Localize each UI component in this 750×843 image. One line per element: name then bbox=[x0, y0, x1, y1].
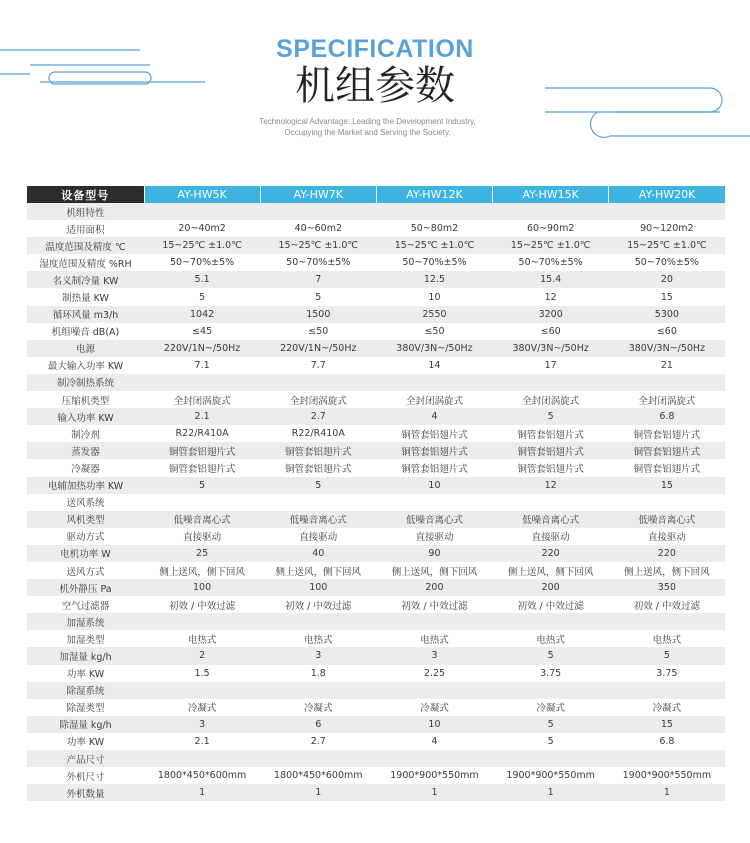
table-cell: 5 bbox=[493, 647, 609, 664]
table-row bbox=[27, 562, 725, 579]
table-cell: 15~25℃ ±1.0℃ bbox=[376, 237, 492, 254]
table-cell bbox=[609, 682, 725, 699]
table-cell bbox=[144, 613, 260, 630]
table-row bbox=[27, 784, 725, 801]
section-label: 机组特性 bbox=[27, 203, 144, 220]
row-label: 输入功率 KW bbox=[27, 408, 144, 425]
table-cell: 初效 / 中效过滤 bbox=[609, 596, 725, 613]
row-label: 制冷剂 bbox=[27, 425, 144, 442]
table-cell: 2.1 bbox=[144, 408, 260, 425]
table-cell bbox=[493, 750, 609, 767]
table-cell bbox=[260, 682, 376, 699]
table-cell: 220V/1N~/50Hz bbox=[144, 340, 260, 357]
row-label: 加湿类型 bbox=[27, 630, 144, 647]
table-cell: 50~70%±5% bbox=[609, 254, 725, 271]
table-row bbox=[27, 220, 725, 237]
table-cell: 1500 bbox=[260, 306, 376, 323]
table-row bbox=[27, 647, 725, 664]
table-cell bbox=[144, 374, 260, 391]
table-row bbox=[27, 477, 725, 494]
table-cell: 200 bbox=[493, 579, 609, 596]
table-cell: 15 bbox=[609, 288, 725, 305]
section-label: 送风系统 bbox=[27, 494, 144, 511]
row-label: 外机数量 bbox=[27, 784, 144, 801]
table-cell: 50~70%±5% bbox=[493, 254, 609, 271]
table-cell: 14 bbox=[376, 357, 492, 374]
table-cell: ≤60 bbox=[609, 323, 725, 340]
table-cell bbox=[493, 374, 609, 391]
section-row bbox=[27, 494, 725, 511]
table-cell: 350 bbox=[609, 579, 725, 596]
table-cell: 2.25 bbox=[376, 665, 492, 682]
table-cell: 铜管套铝翅片式 bbox=[493, 425, 609, 442]
table-cell: 1800*450*600mm bbox=[260, 767, 376, 784]
table-cell: 铜管套铝翅片式 bbox=[609, 459, 725, 476]
table-cell bbox=[260, 374, 376, 391]
table-cell: 1 bbox=[260, 784, 376, 801]
row-label: 电源 bbox=[27, 340, 144, 357]
table-cell: 3 bbox=[144, 716, 260, 733]
table-cell: 铜管套铝翅片式 bbox=[376, 459, 492, 476]
table-cell: 初效 / 中效过滤 bbox=[376, 596, 492, 613]
table-row bbox=[27, 528, 725, 545]
row-label: 冷凝器 bbox=[27, 459, 144, 476]
table-row bbox=[27, 716, 725, 733]
table-cell: 220 bbox=[493, 545, 609, 562]
row-label: 适用面积 bbox=[27, 220, 144, 237]
table-cell: 铜管套铝翅片式 bbox=[260, 442, 376, 459]
table-cell: 电热式 bbox=[609, 630, 725, 647]
row-label: 蒸发器 bbox=[27, 442, 144, 459]
row-label: 加湿量 kg/h bbox=[27, 647, 144, 664]
row-label: 驱动方式 bbox=[27, 528, 144, 545]
table-cell: 15.4 bbox=[493, 271, 609, 288]
table-row bbox=[27, 391, 725, 408]
table-cell bbox=[493, 613, 609, 630]
table-row bbox=[27, 271, 725, 288]
table-cell: 铜管套铝翅片式 bbox=[609, 442, 725, 459]
table-cell: 侧上送风，侧下回风 bbox=[376, 562, 492, 579]
table-cell: 12.5 bbox=[376, 271, 492, 288]
table-cell: 2.7 bbox=[260, 733, 376, 750]
row-label: 风机类型 bbox=[27, 511, 144, 528]
table-row bbox=[27, 596, 725, 613]
row-label: 除湿量 kg/h bbox=[27, 716, 144, 733]
table-cell: 3200 bbox=[493, 306, 609, 323]
table-cell bbox=[493, 494, 609, 511]
table-row bbox=[27, 306, 725, 323]
table-cell: R22/R410A bbox=[260, 425, 376, 442]
table-cell: 10 bbox=[376, 716, 492, 733]
table-cell bbox=[376, 203, 492, 220]
table-cell: 铜管套铝翅片式 bbox=[493, 459, 609, 476]
table-cell: 全封闭涡旋式 bbox=[493, 391, 609, 408]
table-cell: 50~80m2 bbox=[376, 220, 492, 237]
table-cell: 全封闭涡旋式 bbox=[260, 391, 376, 408]
table-cell: 10 bbox=[376, 288, 492, 305]
table-cell: 200 bbox=[376, 579, 492, 596]
table-cell: 15~25℃ ±1.0℃ bbox=[144, 237, 260, 254]
table-cell: 2 bbox=[144, 647, 260, 664]
table-cell: 12 bbox=[493, 288, 609, 305]
table-cell: 15~25℃ ±1.0℃ bbox=[493, 237, 609, 254]
table-cell bbox=[144, 203, 260, 220]
table-cell: 6.8 bbox=[609, 733, 725, 750]
row-label: 除湿类型 bbox=[27, 699, 144, 716]
table-cell: 90~120m2 bbox=[609, 220, 725, 237]
table-cell: 2550 bbox=[376, 306, 492, 323]
section-row bbox=[27, 613, 725, 630]
table-cell: 20 bbox=[609, 271, 725, 288]
section-label: 加湿系统 bbox=[27, 613, 144, 630]
table-cell: 220V/1N~/50Hz bbox=[260, 340, 376, 357]
table-cell: 铜管套铝翅片式 bbox=[260, 459, 376, 476]
table-cell: 初效 / 中效过滤 bbox=[144, 596, 260, 613]
table-cell bbox=[609, 494, 725, 511]
table-cell: 电热式 bbox=[260, 630, 376, 647]
table-cell: 15~25℃ ±1.0℃ bbox=[260, 237, 376, 254]
table-cell: 1042 bbox=[144, 306, 260, 323]
table-cell bbox=[144, 682, 260, 699]
table-cell bbox=[260, 613, 376, 630]
table-cell: R22/R410A bbox=[144, 425, 260, 442]
table-cell: 3.75 bbox=[493, 665, 609, 682]
table-cell: 铜管套铝翅片式 bbox=[144, 442, 260, 459]
table-cell: ≤50 bbox=[260, 323, 376, 340]
spec-title-en: SPECIFICATION bbox=[276, 35, 474, 63]
table-cell bbox=[144, 494, 260, 511]
row-label: 名义制冷量 KW bbox=[27, 271, 144, 288]
header-cell-model-2: AY-HW7K bbox=[260, 186, 376, 203]
row-label: 机组噪音 dB(A) bbox=[27, 323, 144, 340]
table-row bbox=[27, 425, 725, 442]
table-cell: 冷凝式 bbox=[260, 699, 376, 716]
table-row bbox=[27, 545, 725, 562]
table-cell: 低噪音离心式 bbox=[609, 511, 725, 528]
table-cell: 侧上送风，侧下回风 bbox=[493, 562, 609, 579]
table-row bbox=[27, 323, 725, 340]
table-cell: 电热式 bbox=[144, 630, 260, 647]
table-cell: 低噪音离心式 bbox=[376, 511, 492, 528]
table-cell: 铜管套铝翅片式 bbox=[144, 459, 260, 476]
table-cell: 全封闭涡旋式 bbox=[144, 391, 260, 408]
table-cell: 1 bbox=[144, 784, 260, 801]
row-label: 外机尺寸 bbox=[27, 767, 144, 784]
row-label: 温度范围及精度 ℃ bbox=[27, 237, 144, 254]
table-cell: 50~70%±5% bbox=[376, 254, 492, 271]
table-cell: 15~25℃ ±1.0℃ bbox=[609, 237, 725, 254]
table-cell: 低噪音离心式 bbox=[493, 511, 609, 528]
table-cell: 60~90m2 bbox=[493, 220, 609, 237]
table-cell: 直接驱动 bbox=[493, 528, 609, 545]
table-cell: 5.1 bbox=[144, 271, 260, 288]
section-row bbox=[27, 374, 725, 391]
table-cell: 侧上送风，侧下回风 bbox=[609, 562, 725, 579]
table-cell: 380V/3N~/50Hz bbox=[376, 340, 492, 357]
table-cell: 17 bbox=[493, 357, 609, 374]
table-cell: 3.75 bbox=[609, 665, 725, 682]
row-label: 湿度范围及精度 %RH bbox=[27, 254, 144, 271]
table-row bbox=[27, 442, 725, 459]
section-row bbox=[27, 203, 725, 220]
table-cell bbox=[609, 613, 725, 630]
table-cell: 全封闭涡旋式 bbox=[376, 391, 492, 408]
table-cell: 1900*900*550mm bbox=[609, 767, 725, 784]
table-cell: 5 bbox=[609, 647, 725, 664]
table-row bbox=[27, 408, 725, 425]
table-cell: 6.8 bbox=[609, 408, 725, 425]
table-cell: ≤50 bbox=[376, 323, 492, 340]
table-cell bbox=[260, 750, 376, 767]
table-row bbox=[27, 288, 725, 305]
table-row bbox=[27, 357, 725, 374]
header-cell-model-3: AY-HW12K bbox=[376, 186, 492, 203]
spec-table bbox=[27, 186, 725, 801]
table-cell: 5 bbox=[260, 288, 376, 305]
table-row bbox=[27, 511, 725, 528]
section-label: 产品尺寸 bbox=[27, 750, 144, 767]
table-cell: 2.7 bbox=[260, 408, 376, 425]
table-cell: 3 bbox=[260, 647, 376, 664]
table-cell: 侧上送风，侧下回风 bbox=[260, 562, 376, 579]
row-label: 压缩机类型 bbox=[27, 391, 144, 408]
table-cell: 5 bbox=[493, 733, 609, 750]
row-label: 送风方式 bbox=[27, 562, 144, 579]
table-header-row bbox=[27, 186, 725, 203]
table-cell: 1.5 bbox=[144, 665, 260, 682]
table-row bbox=[27, 340, 725, 357]
table-cell: 铜管套铝翅片式 bbox=[493, 442, 609, 459]
table-cell: 电热式 bbox=[376, 630, 492, 647]
table-cell: 25 bbox=[144, 545, 260, 562]
table-cell bbox=[493, 203, 609, 220]
header-cell-model: 设备型号 bbox=[27, 186, 144, 203]
header-section bbox=[0, 0, 750, 185]
header-cell-model-1: AY-HW5K bbox=[144, 186, 260, 203]
table-cell: 铜管套铝翅片式 bbox=[376, 442, 492, 459]
table-cell: 6 bbox=[260, 716, 376, 733]
table-cell: 380V/3N~/50Hz bbox=[609, 340, 725, 357]
table-cell: 直接驱动 bbox=[260, 528, 376, 545]
row-label: 循环风量 m3/h bbox=[27, 306, 144, 323]
table-cell: 2.1 bbox=[144, 733, 260, 750]
table-cell: 低噪音离心式 bbox=[260, 511, 376, 528]
table-cell: 15 bbox=[609, 716, 725, 733]
table-cell: 220 bbox=[609, 545, 725, 562]
table-cell: 初效 / 中效过滤 bbox=[493, 596, 609, 613]
table-cell: 直接驱动 bbox=[144, 528, 260, 545]
table-cell bbox=[376, 750, 492, 767]
section-label: 制冷制热系统 bbox=[27, 374, 144, 391]
table-cell: 7.7 bbox=[260, 357, 376, 374]
row-label: 制热量 KW bbox=[27, 288, 144, 305]
row-label: 空气过滤器 bbox=[27, 596, 144, 613]
table-row bbox=[27, 254, 725, 271]
table-row bbox=[27, 459, 725, 476]
table-cell: 5 bbox=[493, 408, 609, 425]
table-cell: 低噪音离心式 bbox=[144, 511, 260, 528]
section-row bbox=[27, 750, 725, 767]
table-cell: 1.8 bbox=[260, 665, 376, 682]
tagline: Technological Advantage: Leading the Development Industry, Occupying the Market and Serving the Society. bbox=[259, 117, 476, 137]
table-row bbox=[27, 767, 725, 784]
table-cell: 铜管套铝翅片式 bbox=[609, 425, 725, 442]
table-cell bbox=[376, 682, 492, 699]
table-cell bbox=[376, 374, 492, 391]
table-cell bbox=[609, 750, 725, 767]
table-cell: 5 bbox=[260, 477, 376, 494]
table-cell: 4 bbox=[376, 733, 492, 750]
row-label: 电机功率 W bbox=[27, 545, 144, 562]
table-cell bbox=[144, 750, 260, 767]
table-cell: 100 bbox=[144, 579, 260, 596]
table-cell: 冷凝式 bbox=[376, 699, 492, 716]
table-row bbox=[27, 579, 725, 596]
spec-title-cn: 机组参数 bbox=[295, 63, 455, 109]
table-cell bbox=[376, 613, 492, 630]
table-cell bbox=[609, 203, 725, 220]
table-row bbox=[27, 733, 725, 750]
row-label: 功率 KW bbox=[27, 733, 144, 750]
table-row bbox=[27, 237, 725, 254]
table-cell: 直接驱动 bbox=[376, 528, 492, 545]
section-row bbox=[27, 682, 725, 699]
table-cell: 7.1 bbox=[144, 357, 260, 374]
table-cell: 电热式 bbox=[493, 630, 609, 647]
table-cell bbox=[260, 203, 376, 220]
table-row bbox=[27, 699, 725, 716]
table-cell: ≤45 bbox=[144, 323, 260, 340]
table-row bbox=[27, 665, 725, 682]
table-cell: 90 bbox=[376, 545, 492, 562]
table-cell: 1 bbox=[376, 784, 492, 801]
table-cell: 12 bbox=[493, 477, 609, 494]
table-cell: 380V/3N~/50Hz bbox=[493, 340, 609, 357]
table-cell: 初效 / 中效过滤 bbox=[260, 596, 376, 613]
table-cell: 直接驱动 bbox=[609, 528, 725, 545]
table-cell bbox=[609, 374, 725, 391]
header-cell-model-4: AY-HW15K bbox=[493, 186, 609, 203]
table-cell: 1900*900*550mm bbox=[493, 767, 609, 784]
table-cell: 4 bbox=[376, 408, 492, 425]
table-cell: 40~60m2 bbox=[260, 220, 376, 237]
table-cell: 20~40m2 bbox=[144, 220, 260, 237]
row-label: 机外静压 Pa bbox=[27, 579, 144, 596]
table-cell: 1 bbox=[609, 784, 725, 801]
table-cell: 冷凝式 bbox=[609, 699, 725, 716]
table-cell bbox=[376, 494, 492, 511]
table-cell: 40 bbox=[260, 545, 376, 562]
table-cell: 5300 bbox=[609, 306, 725, 323]
section-label: 除湿系统 bbox=[27, 682, 144, 699]
table-row bbox=[27, 630, 725, 647]
table-cell: 50~70%±5% bbox=[260, 254, 376, 271]
table-cell: 100 bbox=[260, 579, 376, 596]
table-cell: 1 bbox=[493, 784, 609, 801]
spec-table-body bbox=[27, 203, 725, 801]
table-cell: 冷凝式 bbox=[144, 699, 260, 716]
table-cell: 5 bbox=[144, 477, 260, 494]
table-cell: 侧上送风，侧下回风 bbox=[144, 562, 260, 579]
table-cell: 50~70%±5% bbox=[144, 254, 260, 271]
table-cell: ≤60 bbox=[493, 323, 609, 340]
table-cell bbox=[493, 682, 609, 699]
table-cell: 21 bbox=[609, 357, 725, 374]
table-cell: 3 bbox=[376, 647, 492, 664]
header-cell-model-5: AY-HW20K bbox=[609, 186, 725, 203]
row-label: 最大输入功率 KW bbox=[27, 357, 144, 374]
table-cell: 冷凝式 bbox=[493, 699, 609, 716]
table-cell: 1900*900*550mm bbox=[376, 767, 492, 784]
table-cell: 5 bbox=[493, 716, 609, 733]
row-label: 功率 KW bbox=[27, 665, 144, 682]
table-cell: 15 bbox=[609, 477, 725, 494]
table-cell bbox=[260, 494, 376, 511]
table-cell: 1800*450*600mm bbox=[144, 767, 260, 784]
table-cell: 铜管套铝翅片式 bbox=[376, 425, 492, 442]
row-label: 电辅加热功率 KW bbox=[27, 477, 144, 494]
table-cell: 10 bbox=[376, 477, 492, 494]
table-cell: 全封闭涡旋式 bbox=[609, 391, 725, 408]
table-cell: 5 bbox=[144, 288, 260, 305]
table-cell: 7 bbox=[260, 271, 376, 288]
